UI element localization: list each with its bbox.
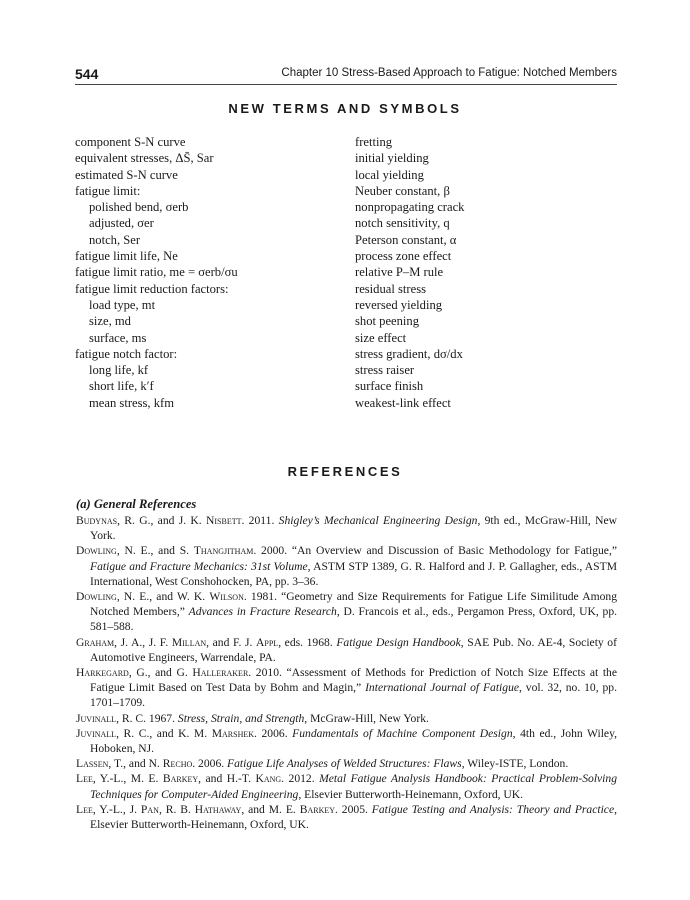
term-item: equivalent stresses, ΔS̄, Sar [75, 151, 214, 166]
term-item: mean stress, kfm [89, 395, 174, 410]
terms-section-title: NEW TERMS AND SYMBOLS [228, 101, 462, 116]
term-item: Peterson constant, α [355, 232, 457, 247]
term-item: component S-N curve [75, 135, 186, 149]
term-item: surface finish [355, 379, 424, 394]
references-list [76, 496, 617, 832]
references-subheading: (a) General References [76, 497, 197, 511]
term-item: residual stress [355, 281, 426, 296]
term-item: fatigue limit: [75, 183, 141, 198]
term-item: polished bend, σerb [89, 200, 189, 215]
term-item: adjusted, σer [89, 216, 154, 231]
term-item: local yielding [355, 167, 424, 182]
reference-entry: Juvinall, R. C., and K. M. Marshek. 2006. Fundamentals of Machine Component Design, 4th ed., John Wiley, Hoboken, NJ. [76, 726, 618, 756]
term-item: fatigue limit life, Ne [75, 249, 178, 264]
term-item: notch, Ser [89, 232, 141, 247]
term-item: fretting [355, 135, 393, 149]
term-item: reversed yielding [355, 297, 443, 312]
term-item: stress gradient, dσ/dx [355, 346, 463, 361]
term-item: load type, mt [89, 297, 156, 312]
page-header [75, 66, 617, 85]
term-item: fatigue limit ratio, me = σerb/σu [75, 265, 238, 280]
reference-entry: Budynas, R. G., and J. K. Nisbett. 2011. Shigley’s Mechanical Engineering Design, 9th ed., McGraw-Hill, New York. [76, 514, 617, 543]
reference-entry: Graham, J. A., J. F. Millan, and F. J. Appl, eds. 1968. Fatigue Design Handbook, SAE Pub. No. AE-4, Society of Automotive Engineers, Warrendale, PA. [76, 635, 617, 664]
term-item: notch sensitivity, q [355, 216, 450, 231]
term-item: weakest-link effect [355, 395, 451, 410]
terms-right-column [355, 134, 464, 411]
term-item: surface, ms [89, 330, 147, 345]
term-item: shot peening [355, 314, 420, 329]
reference-entry: Dowling, N. E., and S. Thangjitham. 2000. “An Overview and Discussion of Basic Methodology for Fatigue,” Fatigue and Fracture Mechanics: 31st Volume, ASTM STP 1389, G. R. Halford and J. P. Gallagher, eds., ASTM International, West Conshohocken, PA, pp. 3–36. [76, 544, 618, 588]
term-item: relative P–M rule [355, 265, 444, 280]
page-number: 544 [75, 66, 99, 82]
references-section-title: REFERENCES [287, 464, 403, 479]
term-item: fatigue notch factor: [75, 346, 178, 361]
term-item: initial yielding [355, 151, 429, 166]
term-item: Neuber constant, β [355, 183, 450, 198]
reference-entry: Harkegard, G., and G. Halleraker. 2010. “Assessment of Methods for Prediction of Notch Size Effects at the Fatigue Limit Based on Test Data by Bohm and Magin,” International Journal of Fatigue, vol. 32, no. 10, pp. 1701–1709. [76, 666, 617, 710]
reference-entry: Lassen, T., and N. Recho. 2006. Fatigue Life Analyses of Welded Structures: Flaws, Wiley-ISTE, London. [76, 757, 569, 771]
term-item: estimated S-N curve [75, 167, 178, 182]
term-item: size effect [355, 330, 407, 345]
terms-left-column [75, 134, 238, 411]
term-item: long life, kf [89, 363, 149, 378]
reference-entry: Juvinall, R. C. 1967. Stress, Strain, and Strength, McGraw-Hill, New York. [76, 711, 429, 725]
term-item: fatigue limit reduction factors: [75, 281, 229, 296]
term-item: short life, k′f [89, 379, 154, 394]
term-item: size, md [89, 314, 131, 329]
reference-entry: Lee, Y.-L., M. E. Barkey, and H.-T. Kang. 2012. Metal Fatigue Analysis Handbook: Practical Problem-Solving Techniques for Computer-Aided Engineering, Elsevier Butterworth-Heinemann, Oxford, UK. [76, 772, 617, 801]
reference-entry: Dowling, N. E., and W. K. Wilson. 1981. “Geometry and Size Requirements for Fatigue Life Similitude Among Notched Members,” Advances in Fracture Research, D. Francois et al., eds., Pergamon Press, Oxford, UK, pp. 581–588. [76, 590, 618, 634]
term-item: nonpropagating crack [355, 200, 465, 215]
term-item: process zone effect [355, 249, 452, 264]
running-head: Chapter 10 Stress-Based Approach to Fatigue: Notched Members [281, 67, 617, 79]
reference-entry: Lee, Y.-L., J. Pan, R. B. Hathaway, and M. E. Barkey. 2005. Fatigue Testing and Analysis: Theory and Practice, Elsevier Butterworth-Heinemann, Oxford, UK. [76, 802, 617, 832]
term-item: stress raiser [355, 363, 415, 378]
